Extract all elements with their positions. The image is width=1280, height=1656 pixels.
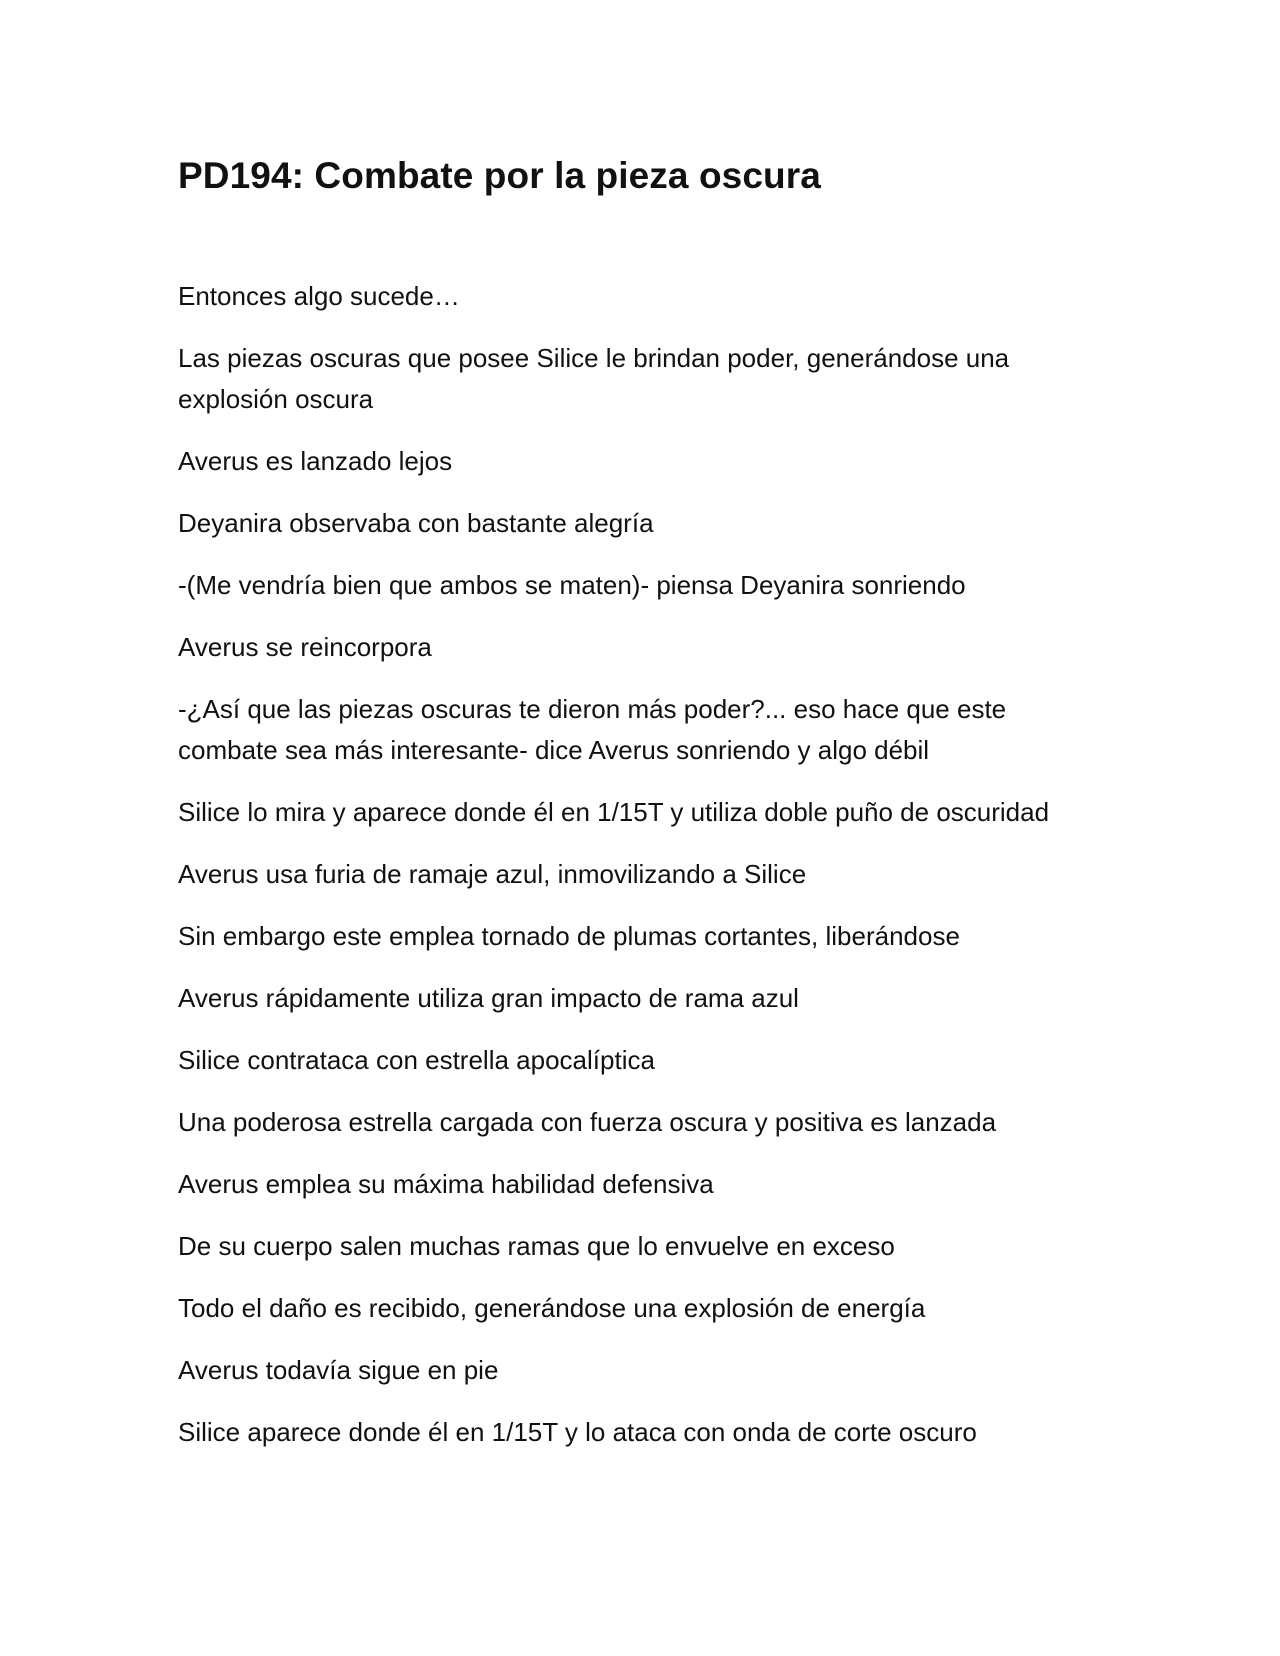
paragraph: Averus es lanzado lejos (178, 446, 453, 476)
paragraph: -(Me vendría bien que ambos se maten)- piensa Deyanira sonriendo (178, 570, 966, 600)
paragraph: Entonces algo sucede… (178, 281, 460, 311)
paragraph: Averus se reincorpora (178, 632, 432, 662)
paragraph: Silice contrataca con estrella apocalíptica (178, 1045, 655, 1075)
paragraph: Averus emplea su máxima habilidad defensiva (178, 1169, 714, 1199)
paragraph: Silice lo mira y aparece donde él en 1/15T y utiliza doble puño de oscuridad (178, 797, 1050, 827)
paragraph: Una poderosa estrella cargada con fuerza oscura y positiva es lanzada (178, 1107, 997, 1137)
paragraph: De su cuerpo salen muchas ramas que lo envuelve en exceso (178, 1231, 895, 1261)
paragraph: Averus rápidamente utiliza gran impacto de rama azul (178, 983, 799, 1013)
paragraph: Averus usa furia de ramaje azul, inmovilizando a Silice (178, 859, 807, 889)
paragraph: Averus todavía sigue en pie (178, 1355, 499, 1385)
document-body (178, 276, 1120, 1453)
paragraph: Sin embargo este emplea tornado de plumas cortantes, liberándose (178, 921, 960, 951)
paragraph: -¿Así que las piezas oscuras te dieron más poder?... eso hace que este combate sea más interesante- dice Averus sonriendo y algo débil (178, 694, 1007, 765)
paragraph: Silice aparece donde él en 1/15T y lo ataca con onda de corte oscuro (178, 1417, 977, 1447)
paragraph: Todo el daño es recibido, generándose una explosión de energía (178, 1293, 926, 1323)
document-title: PD194: Combate por la pieza oscura (178, 155, 821, 196)
paragraph: Las piezas oscuras que posee Silice le brindan poder, generándose una explosión oscura (178, 343, 1010, 414)
paragraph: Deyanira observaba con bastante alegría (178, 508, 654, 538)
